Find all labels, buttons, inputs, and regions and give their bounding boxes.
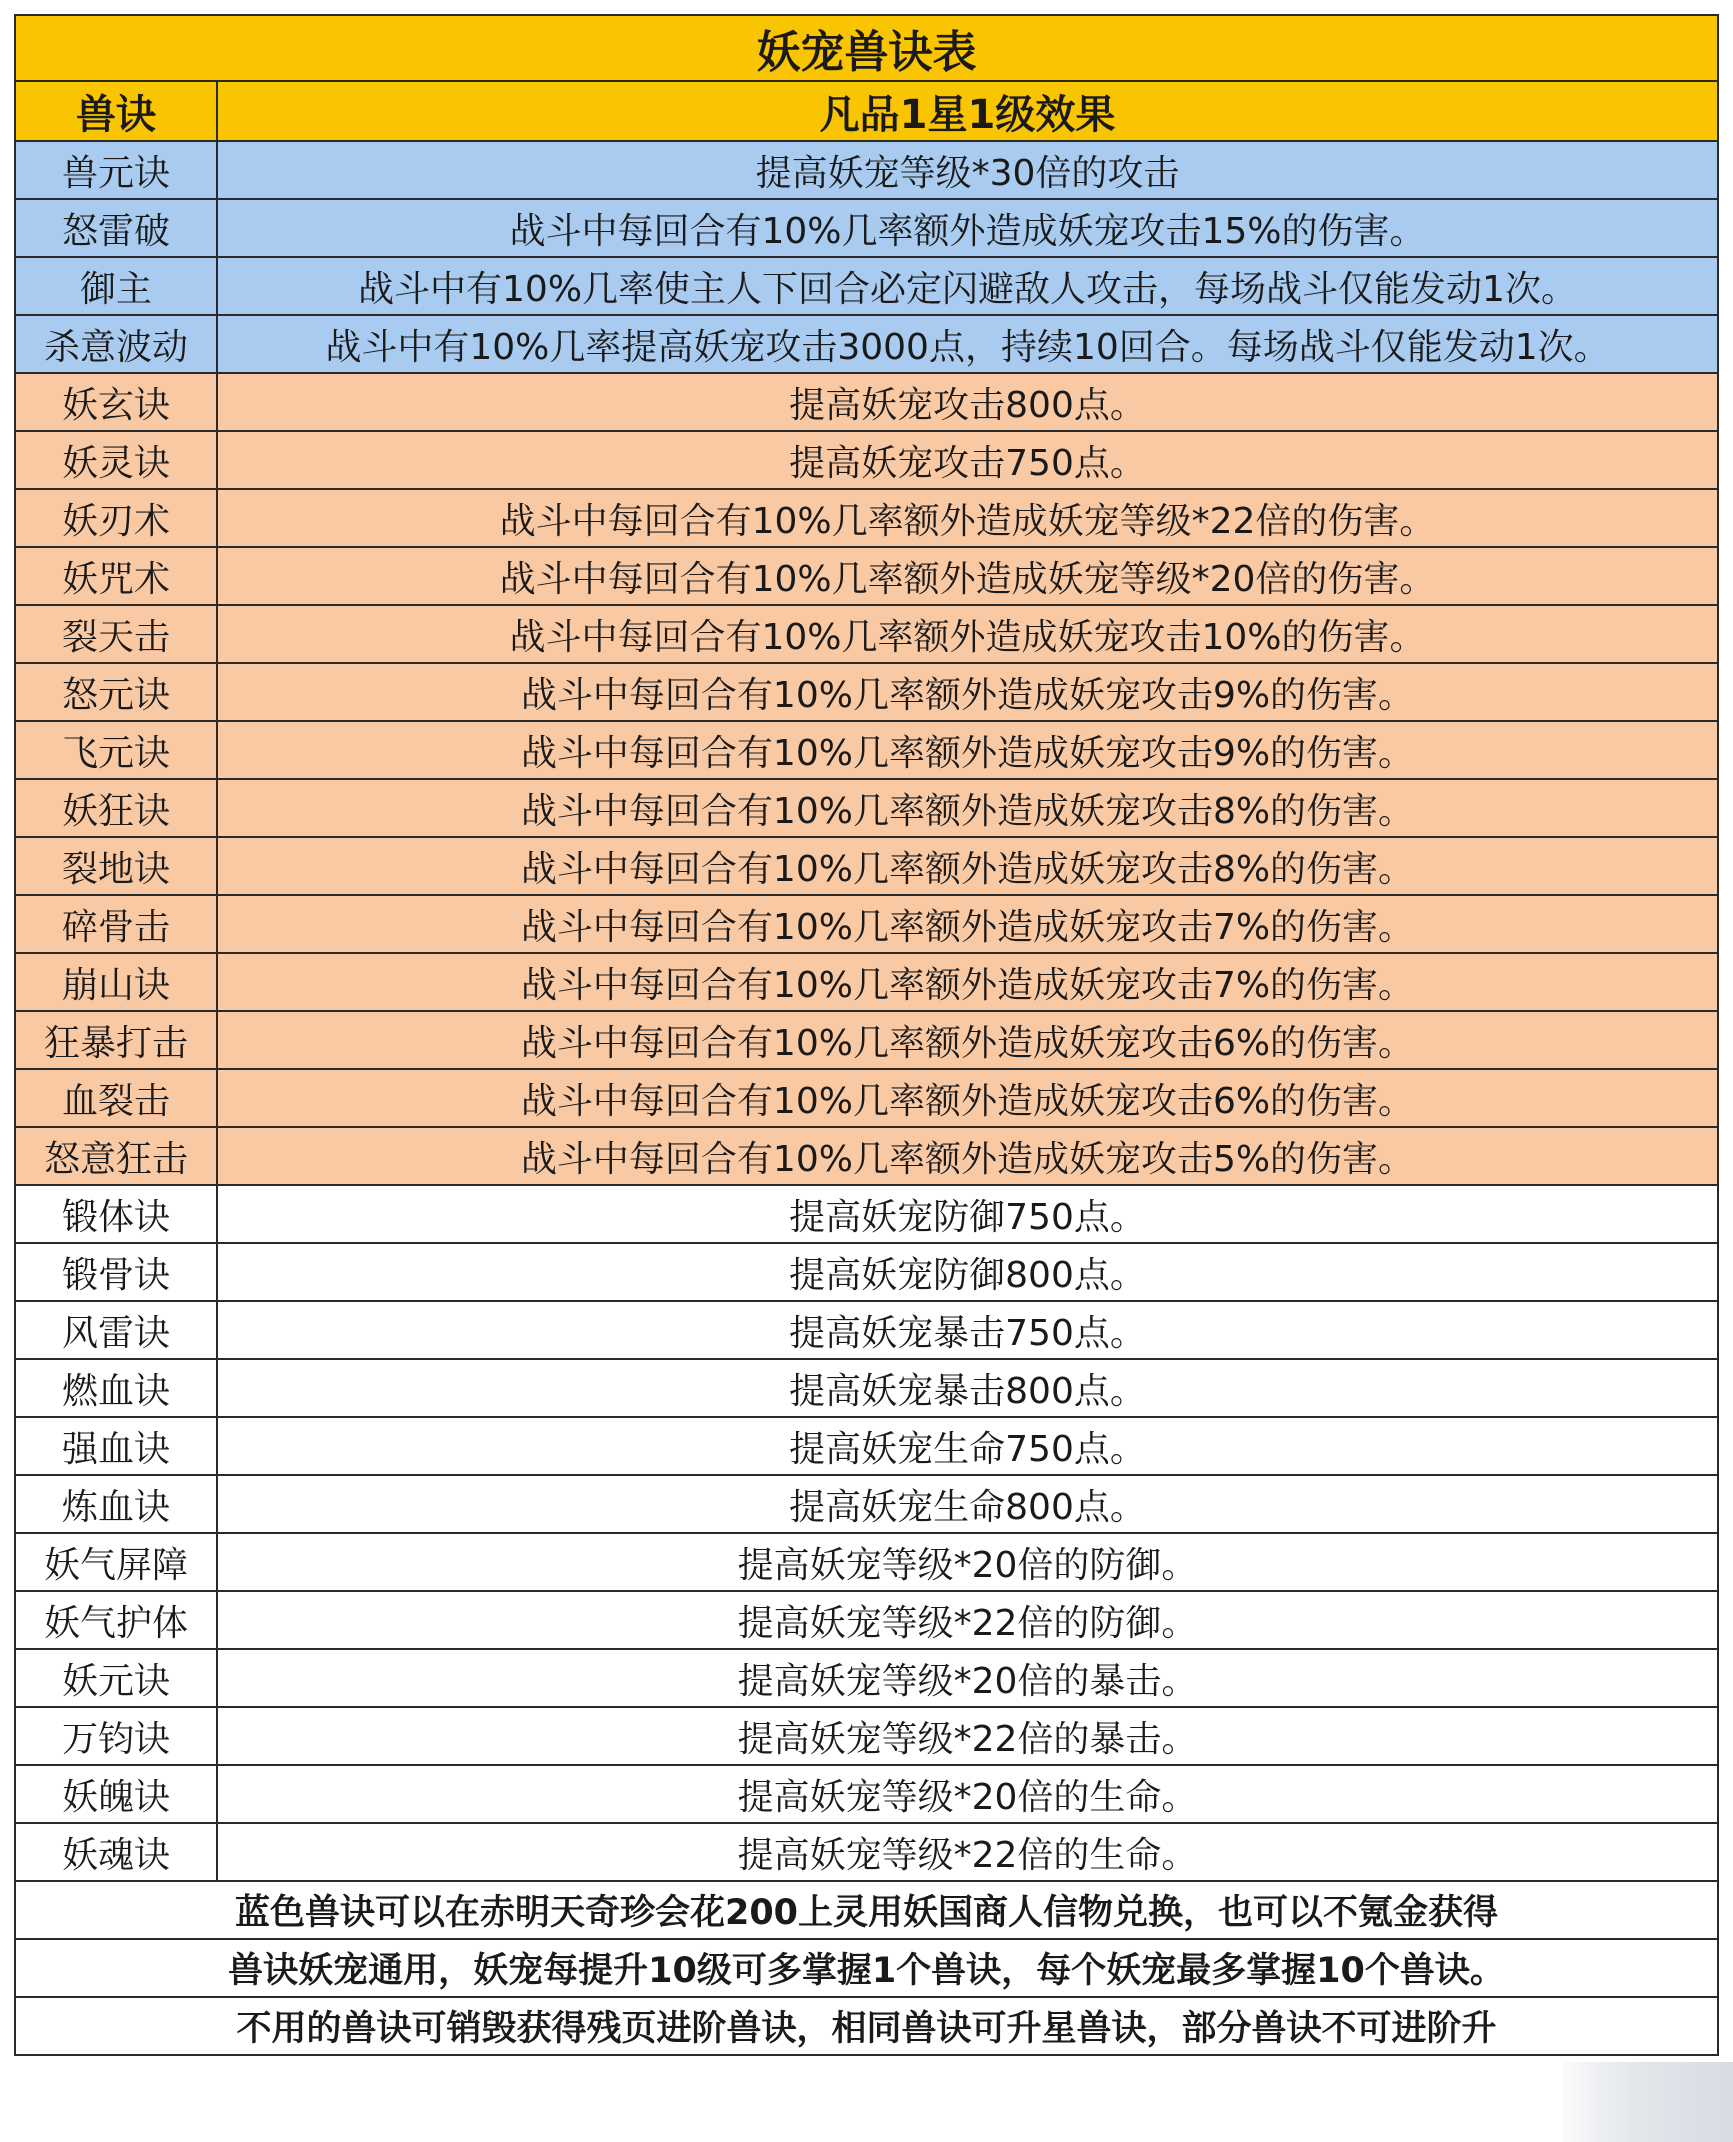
skill-table-body	[15, 15, 1718, 2055]
skill-effect: 提高妖宠等级*22倍的暴击。	[217, 1707, 1718, 1765]
skill-effect: 提高妖宠生命800点。	[217, 1475, 1718, 1533]
skill-name: 怒元诀	[15, 663, 217, 721]
skill-effect: 战斗中每回合有10%几率额外造成妖宠攻击6%的伤害。	[217, 1011, 1718, 1069]
table-row	[15, 779, 1718, 837]
skill-name: 崩山诀	[15, 953, 217, 1011]
skill-effect: 战斗中每回合有10%几率额外造成妖宠攻击7%的伤害。	[217, 953, 1718, 1011]
table-row	[15, 721, 1718, 779]
skill-name: 妖咒术	[15, 547, 217, 605]
skill-name: 妖气护体	[15, 1591, 217, 1649]
skill-name: 炼血诀	[15, 1475, 217, 1533]
table-title-row	[15, 15, 1718, 81]
skill-name: 锻体诀	[15, 1185, 217, 1243]
note-text: 不用的兽诀可销毁获得残页进阶兽诀，相同兽诀可升星兽诀，部分兽诀不可进阶升	[15, 1997, 1718, 2055]
note-row	[15, 1939, 1718, 1997]
skill-effect: 战斗中每回合有10%几率额外造成妖宠攻击7%的伤害。	[217, 895, 1718, 953]
table-row	[15, 1359, 1718, 1417]
skill-name: 裂地诀	[15, 837, 217, 895]
table-row	[15, 1243, 1718, 1301]
table-row	[15, 373, 1718, 431]
table-row	[15, 315, 1718, 373]
skill-name: 怒意狂击	[15, 1127, 217, 1185]
skill-table-sheet	[14, 14, 1717, 2056]
table-row	[15, 141, 1718, 199]
table-row	[15, 1823, 1718, 1881]
table-row	[15, 1301, 1718, 1359]
skill-effect: 战斗中每回合有10%几率额外造成妖宠攻击5%的伤害。	[217, 1127, 1718, 1185]
skill-table	[14, 14, 1719, 2056]
skill-effect: 提高妖宠暴击800点。	[217, 1359, 1718, 1417]
skill-effect: 提高妖宠等级*30倍的攻击	[217, 141, 1718, 199]
skill-name: 杀意波动	[15, 315, 217, 373]
skill-effect: 提高妖宠暴击750点。	[217, 1301, 1718, 1359]
skill-name: 万钧诀	[15, 1707, 217, 1765]
skill-name: 御主	[15, 257, 217, 315]
table-row	[15, 663, 1718, 721]
table-row	[15, 1127, 1718, 1185]
skill-name: 妖魂诀	[15, 1823, 217, 1881]
skill-name: 血裂击	[15, 1069, 217, 1127]
header-skill-name: 兽诀	[15, 81, 217, 141]
table-row	[15, 1591, 1718, 1649]
skill-effect: 战斗中每回合有10%几率额外造成妖宠攻击9%的伤害。	[217, 721, 1718, 779]
skill-name: 怒雷破	[15, 199, 217, 257]
table-row	[15, 489, 1718, 547]
skill-name: 妖魄诀	[15, 1765, 217, 1823]
skill-name: 兽元诀	[15, 141, 217, 199]
skill-name: 妖气屏障	[15, 1533, 217, 1591]
table-row	[15, 1649, 1718, 1707]
skill-effect: 战斗中每回合有10%几率额外造成妖宠等级*20倍的伤害。	[217, 547, 1718, 605]
skill-effect: 提高妖宠等级*22倍的生命。	[217, 1823, 1718, 1881]
table-row	[15, 895, 1718, 953]
corner-overlay	[1563, 2062, 1733, 2142]
skill-effect: 战斗中每回合有10%几率额外造成妖宠攻击8%的伤害。	[217, 837, 1718, 895]
skill-name: 妖玄诀	[15, 373, 217, 431]
skill-name: 碎骨击	[15, 895, 217, 953]
table-title: 妖宠兽诀表	[15, 15, 1718, 81]
skill-effect: 提高妖宠等级*22倍的防御。	[217, 1591, 1718, 1649]
table-row	[15, 1011, 1718, 1069]
note-text: 蓝色兽诀可以在赤明天奇珍会花200上灵用妖国商人信物兑换，也可以不氪金获得	[15, 1881, 1718, 1939]
table-row	[15, 1533, 1718, 1591]
skill-name: 妖狂诀	[15, 779, 217, 837]
table-row	[15, 1417, 1718, 1475]
skill-effect: 战斗中每回合有10%几率额外造成妖宠攻击8%的伤害。	[217, 779, 1718, 837]
skill-effect: 提高妖宠等级*20倍的防御。	[217, 1533, 1718, 1591]
skill-effect: 战斗中每回合有10%几率额外造成妖宠攻击10%的伤害。	[217, 605, 1718, 663]
skill-name: 妖灵诀	[15, 431, 217, 489]
skill-name: 妖刃术	[15, 489, 217, 547]
note-row	[15, 1997, 1718, 2055]
skill-effect: 提高妖宠防御800点。	[217, 1243, 1718, 1301]
note-row	[15, 1881, 1718, 1939]
skill-effect: 战斗中每回合有10%几率额外造成妖宠等级*22倍的伤害。	[217, 489, 1718, 547]
skill-name: 锻骨诀	[15, 1243, 217, 1301]
skill-name: 飞元诀	[15, 721, 217, 779]
skill-effect: 战斗中有10%几率提高妖宠攻击3000点，持续10回合。每场战斗仅能发动1次。	[217, 315, 1718, 373]
table-row	[15, 1185, 1718, 1243]
skill-effect: 提高妖宠等级*20倍的生命。	[217, 1765, 1718, 1823]
table-row	[15, 1475, 1718, 1533]
table-row	[15, 547, 1718, 605]
table-row	[15, 1707, 1718, 1765]
header-effect: 凡品1星1级效果	[217, 81, 1718, 141]
skill-name: 风雷诀	[15, 1301, 217, 1359]
skill-effect: 战斗中有10%几率使主人下回合必定闪避敌人攻击，每场战斗仅能发动1次。	[217, 257, 1718, 315]
skill-name: 燃血诀	[15, 1359, 217, 1417]
skill-effect: 战斗中每回合有10%几率额外造成妖宠攻击6%的伤害。	[217, 1069, 1718, 1127]
skill-name: 裂天击	[15, 605, 217, 663]
skill-name: 狂暴打击	[15, 1011, 217, 1069]
skill-name: 妖元诀	[15, 1649, 217, 1707]
skill-effect: 提高妖宠等级*20倍的暴击。	[217, 1649, 1718, 1707]
table-row	[15, 257, 1718, 315]
table-row	[15, 605, 1718, 663]
note-text: 兽诀妖宠通用，妖宠每提升10级可多掌握1个兽诀，每个妖宠最多掌握10个兽诀。	[15, 1939, 1718, 1997]
table-header-row	[15, 81, 1718, 141]
table-row	[15, 837, 1718, 895]
skill-effect: 提高妖宠防御750点。	[217, 1185, 1718, 1243]
skill-effect: 提高妖宠攻击750点。	[217, 431, 1718, 489]
skill-effect: 提高妖宠攻击800点。	[217, 373, 1718, 431]
skill-effect: 提高妖宠生命750点。	[217, 1417, 1718, 1475]
table-row	[15, 199, 1718, 257]
skill-name: 强血诀	[15, 1417, 217, 1475]
table-row	[15, 431, 1718, 489]
table-row	[15, 953, 1718, 1011]
table-row	[15, 1765, 1718, 1823]
skill-effect: 战斗中每回合有10%几率额外造成妖宠攻击15%的伤害。	[217, 199, 1718, 257]
skill-effect: 战斗中每回合有10%几率额外造成妖宠攻击9%的伤害。	[217, 663, 1718, 721]
table-row	[15, 1069, 1718, 1127]
